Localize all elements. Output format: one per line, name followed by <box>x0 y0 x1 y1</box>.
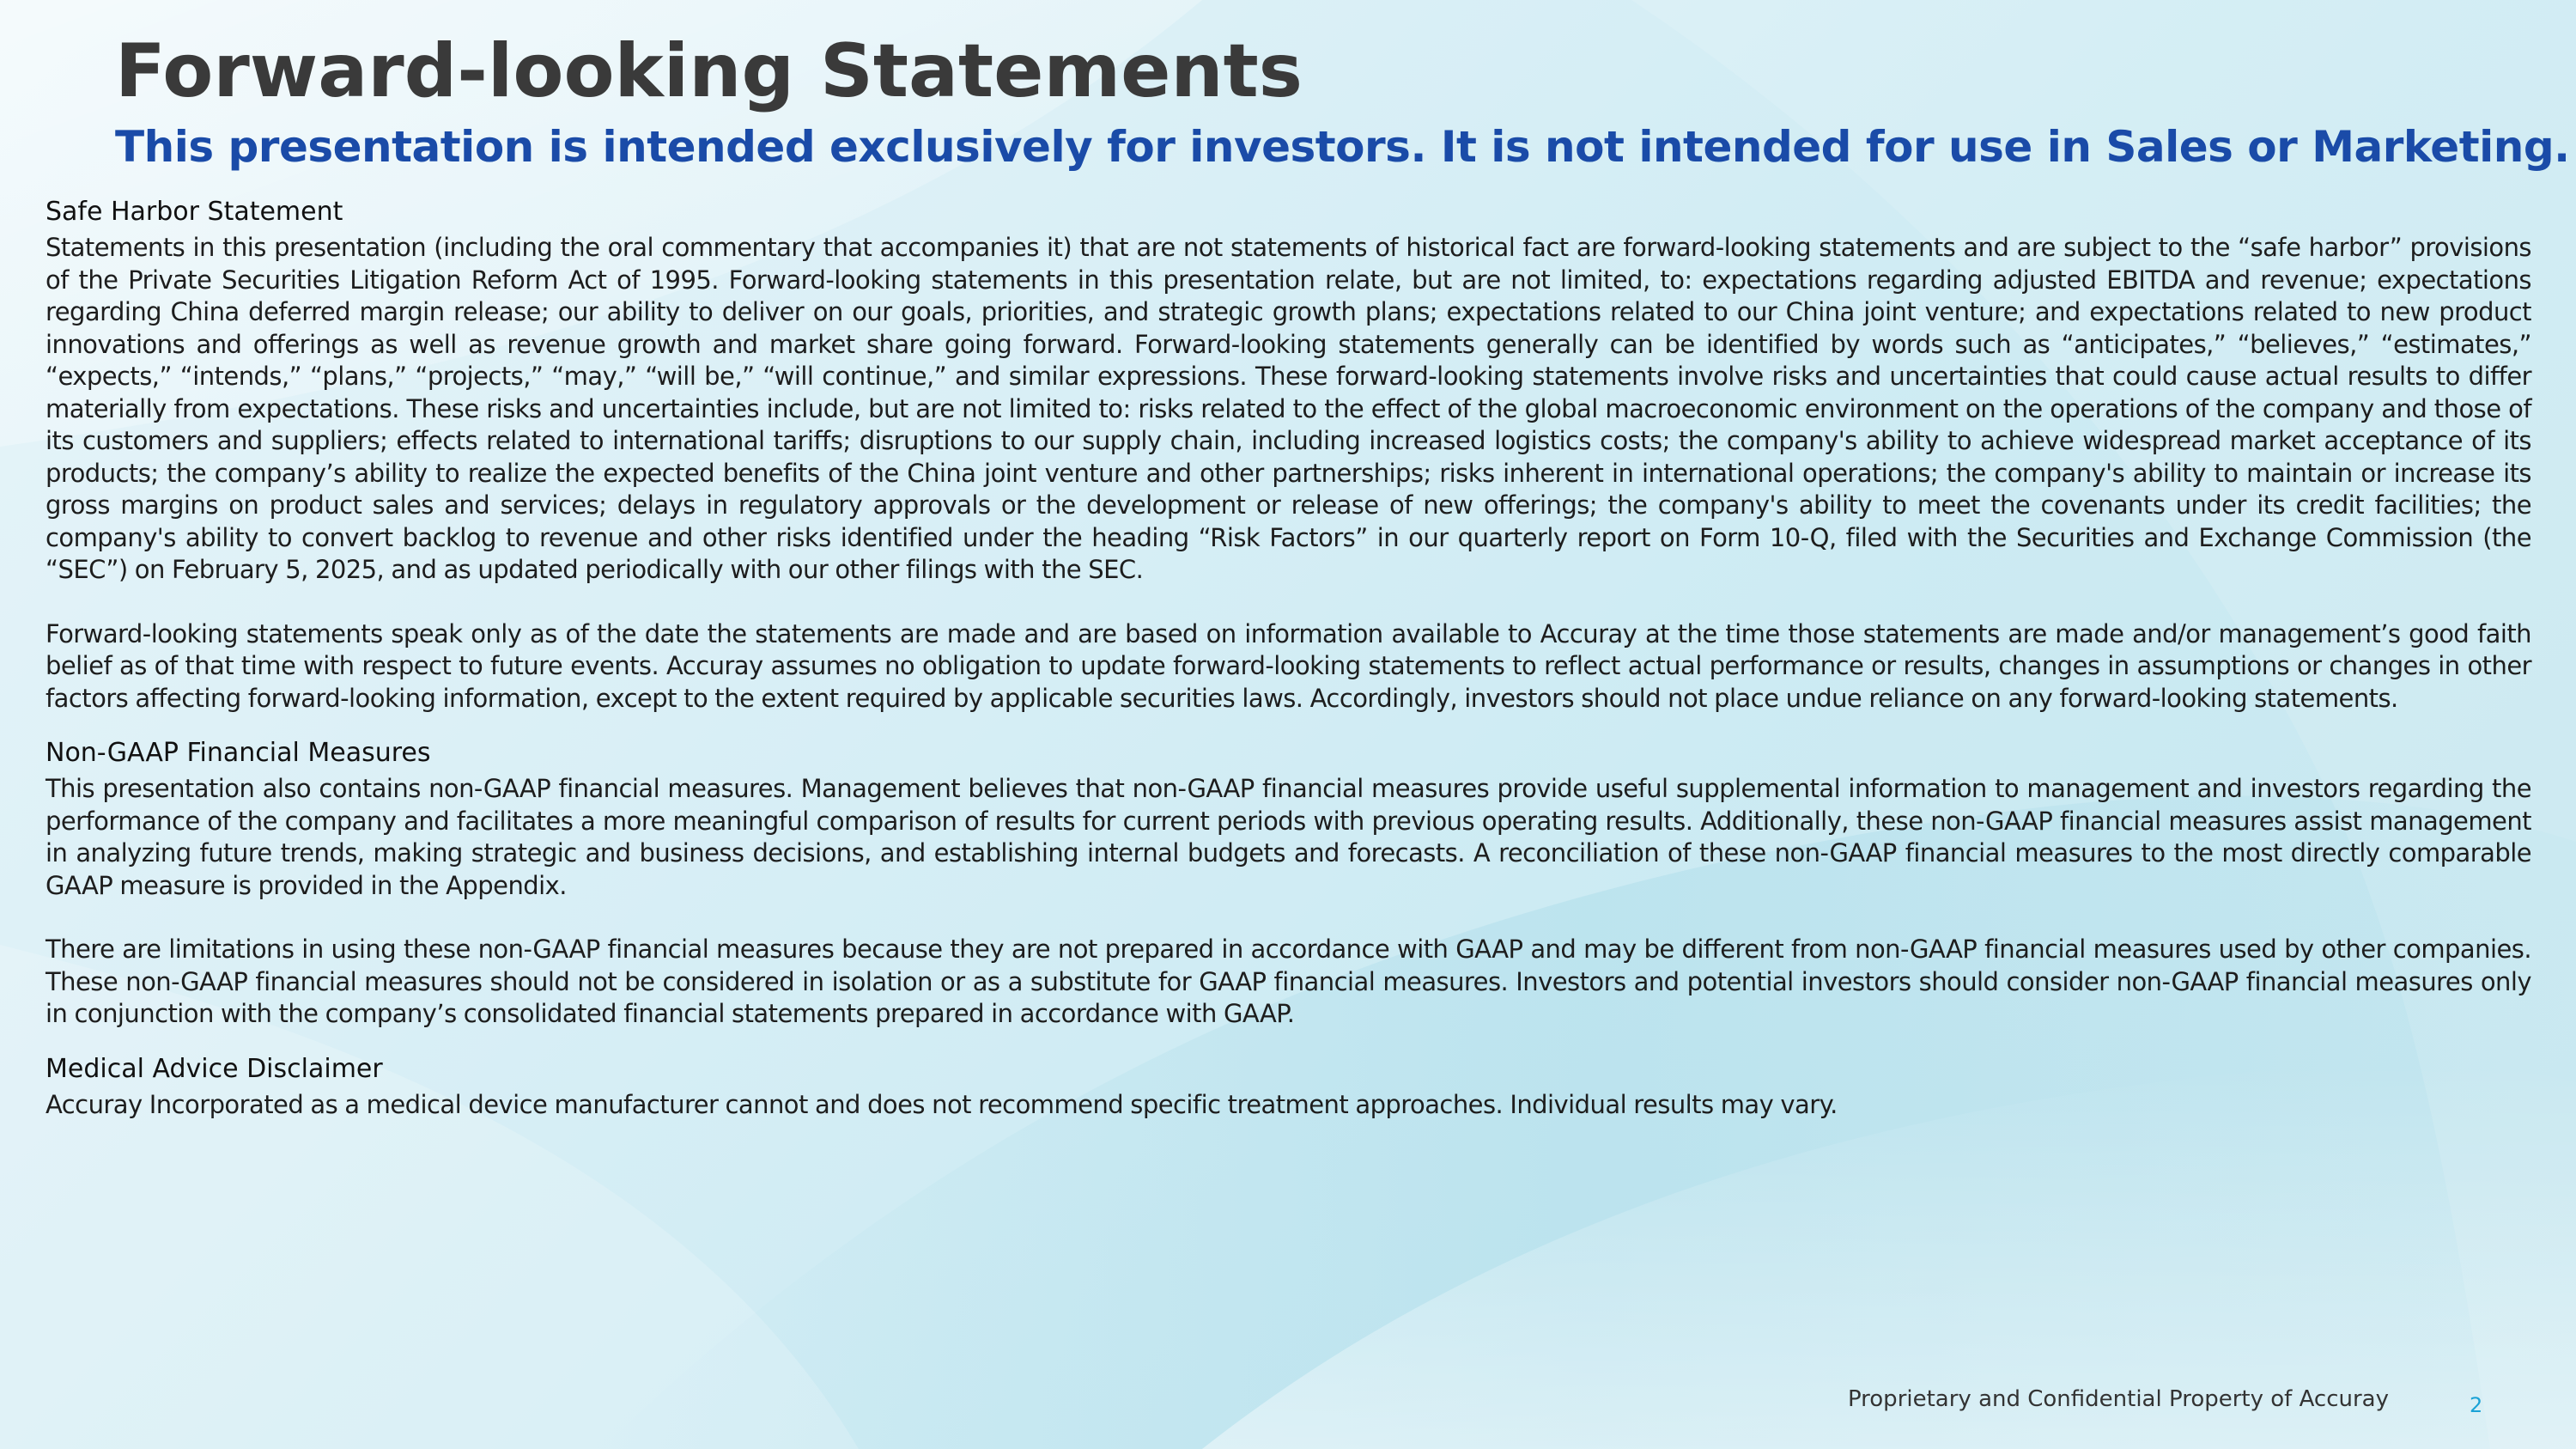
non-gaap-paragraph-1: This presentation also contains non-GAAP financial measures. Management believes that non-GAAP financial measures provide useful supplemental information to management and investors regarding the performance of the company and facilitates a more meaningful comparison of results for current periods with previous operating results. Additionally, these non-GAAP financial measures assist management in analyzing future trends, making strategic and business decisions, and establishing internal budgets and forecasts. A reconciliation of these non-GAAP financial measures to the most directly comparable GAAP measure is provided in the Appendix. <box>46 774 2531 900</box>
safe-harbor-paragraph-1: Statements in this presentation (including the oral commentary that accompanies it) that are not statements of historical fact are forward-looking statements and are subject to the “safe harbor” provisions of the Private Securities Litigation Reform Act of 1995. Forward-looking statements in this presentation relate, but are not limited, to: expectations regarding adjusted EBITDA and revenue; expectations regarding China deferred margin release; our ability to deliver on our goals, priorities, and strategic growth plans; expectations related to our China joint venture; and expectations related to new product innovations and offerings as well as revenue growth and market share going forward. Forward-looking statements generally can be identified by words such as “anticipates,” “believes,” “estimates,” “expects,” “intends,” “plans,” “projects,” “may,” “will be,” “will continue,” and similar expressions. These forward-looking statements involve risks and uncertainties that could cause actual results to differ materially from expectations. These risks and uncertainties include, but are not limited to: risks related to the effect of the global macroeconomic environment on the operations of the company and those of its customers and suppliers; effects related to international tariffs; disruptions to our supply chain, including increased logistics costs; the company's ability to achieve widespread market acceptance of its products; the company’s ability to realize the expected benefits of the China joint venture and other partnerships; risks inherent in international operations; the company's ability to maintain or increase its gross margins on product sales and services; delays in regulatory approvals or the development or release of new offerings; the company's ability to meet the covenants under its credit facilities; the company's ability to convert backlog to revenue and other risks identified under the heading “Risk Factors” in our quarterly report on Form 10-Q, filed with the Securities and Exchange Commission (the “SEC”) on February 5, 2025, and as updated periodically with our other filings with the SEC. <box>46 233 2531 584</box>
page-number: 2 <box>2470 1393 2483 1417</box>
slide-subtitle: This presentation is intended exclusively for investors. It is not intended for use in Sales or Marketing. <box>115 122 2570 172</box>
safe-harbor-heading: Safe Harbor Statement <box>46 197 343 227</box>
medical-disclaimer-paragraph: Accuray Incorporated as a medical device manufacturer cannot and does not recommend specific treatment approaches. Individual results may vary. <box>46 1089 1838 1119</box>
medical-disclaimer-section <box>46 1050 2531 1122</box>
footer-confidentiality-notice: Proprietary and Confidential Property of Accuray <box>1847 1386 2389 1412</box>
non-gaap-section <box>46 734 2531 1031</box>
non-gaap-paragraph-2: There are limitations in using these non-GAAP financial measures because they are not prepared in accordance with GAAP and may be different from non-GAAP financial measures used by other companies. These non-GAAP financial measures should not be considered in isolation or as a substitute for GAAP financial measures. Investors and potential investors should consider non-GAAP financial measures only in conjunction with the company’s consolidated financial statements prepared in accordance with GAAP. <box>46 935 2531 1028</box>
slide-title: Forward-looking Statements <box>115 28 1303 114</box>
safe-harbor-section <box>46 192 2531 715</box>
non-gaap-heading: Non-GAAP Financial Measures <box>46 738 431 768</box>
safe-harbor-paragraph-2: Forward-looking statements speak only as of the date the statements are made and are based on information available to Accuray at the time those statements are made and/or management’s good faith belief as of that time with respect to future events. Accuray assumes no obligation to update forward-looking statements to reflect actual performance or results, changes in assumptions or changes in other factors affecting forward-looking information, except to the extent required by applicable securities laws. Accordingly, investors should not place undue reliance on any forward-looking statements. <box>46 618 2531 713</box>
medical-disclaimer-heading: Medical Advice Disclaimer <box>46 1053 383 1084</box>
slide-body <box>46 192 2531 1121</box>
